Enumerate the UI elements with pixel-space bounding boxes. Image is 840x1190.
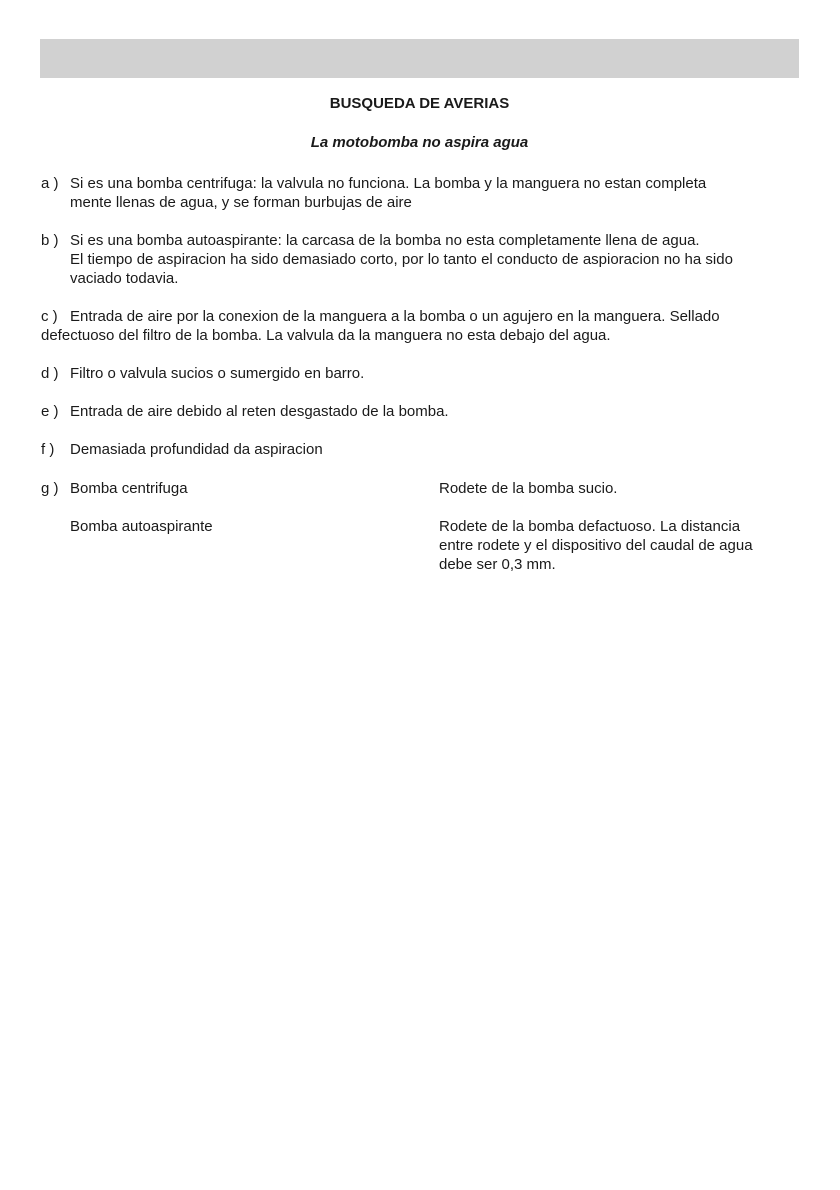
page-title: BUSQUEDA DE AVERIAS — [329, 95, 510, 112]
cause-line: entre rodete y el dispositivo del caudal de agua — [439, 537, 753, 554]
list-item-c — [41, 307, 801, 345]
pump-type-self-priming: Bomba autoaspirante — [70, 518, 213, 535]
list-item-b — [41, 231, 801, 288]
item-marker: g ) — [41, 480, 59, 497]
item-marker: b ) — [41, 232, 59, 249]
item-line: mente llenas de agua, y se forman burbujas de aire — [70, 194, 412, 211]
cause-line: debe ser 0,3 mm. — [439, 556, 556, 573]
header-bar — [40, 39, 799, 78]
list-item-a — [41, 174, 801, 212]
cause-self-priming — [439, 517, 799, 574]
item-line: vaciado todavia. — [70, 270, 179, 287]
list-item-e — [41, 402, 801, 421]
pump-type-centrifugal: Bomba centrifuga — [70, 480, 188, 497]
list-item-d — [41, 364, 801, 383]
cause-line: Rodete de la bomba sucio. — [439, 480, 618, 497]
cause-line: Rodete de la bomba defactuoso. La distancia — [439, 518, 741, 535]
item-line: defectuoso del filtro de la bomba. La valvula da la manguera no esta debajo del agua. — [41, 327, 611, 344]
item-line: Entrada de aire debido al reten desgastado de la bomba. — [70, 403, 449, 420]
page-subtitle: La motobomba no aspira agua — [310, 134, 529, 151]
item-line: El tiempo de aspiracion ha sido demasiado corto, por lo tanto el conducto de aspioracion no ha sido — [70, 251, 733, 268]
list-item-f — [41, 440, 801, 459]
item-line: Si es una bomba centrifuga: la valvula no funciona. La bomba y la manguera no estan completa — [70, 175, 707, 192]
item-line: Filtro o valvula sucios o sumergido en barro. — [70, 365, 365, 382]
item-marker: d ) — [41, 365, 59, 382]
item-line: Si es una bomba autoaspirante: la carcasa de la bomba no esta completamente llena de agua. — [70, 232, 700, 249]
item-line: Entrada de aire por la conexion de la manguera a la bomba o un agujero en la manguera. Sellado — [70, 308, 720, 325]
item-marker: a ) — [41, 175, 59, 192]
item-marker: f ) — [41, 441, 55, 458]
item-marker: e ) — [41, 403, 59, 420]
item-line: Demasiada profundidad da aspiracion — [70, 441, 323, 458]
cause-centrifugal — [439, 479, 799, 498]
item-marker: c ) — [41, 308, 58, 325]
